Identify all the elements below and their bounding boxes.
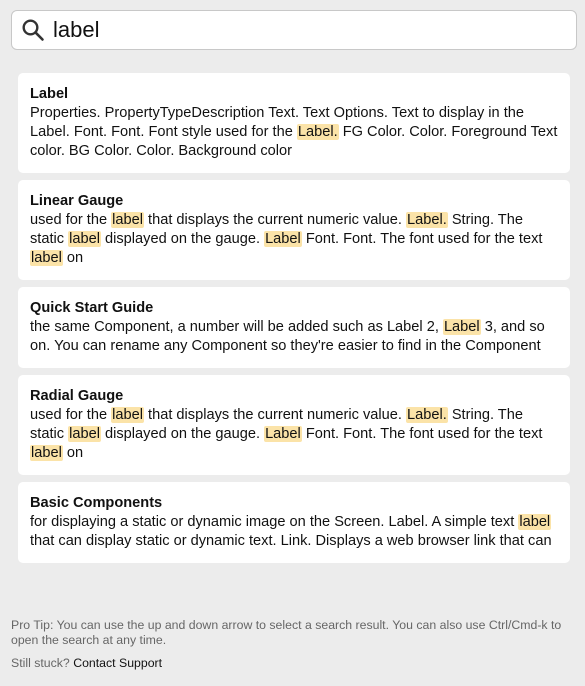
result-title: Basic Components bbox=[30, 495, 163, 511]
snippet-text: the same Component, a number will be added such as Label 2, bbox=[30, 319, 443, 335]
snippet-text: Properties. PropertyTypeDescription Text. Text Options. Text to display in the Label. Font. Font. Font style used for the bbox=[30, 105, 524, 140]
search-icon bbox=[21, 18, 45, 42]
highlighted-match: Label bbox=[265, 426, 301, 442]
snippet-text: displayed on the gauge. bbox=[100, 231, 265, 247]
snippet-text: FG Color. Color. Foreground Text color. BG Color. Color. Background color bbox=[30, 124, 558, 159]
highlighted-match: Label. bbox=[297, 124, 338, 140]
snippet-text: String. The static bbox=[30, 407, 523, 442]
still-stuck-line bbox=[11, 656, 577, 671]
search-result-item[interactable] bbox=[18, 73, 570, 173]
result-snippet bbox=[30, 104, 558, 161]
highlighted-match: Label bbox=[443, 319, 480, 335]
result-title: Linear Gauge bbox=[30, 193, 124, 209]
result-snippet bbox=[30, 318, 558, 356]
highlighted-match: label bbox=[112, 407, 143, 423]
highlighted-match: Label. bbox=[407, 407, 447, 423]
snippet-text: that can display static or dynamic text. Link. Displays a web browser link that can bbox=[30, 533, 552, 549]
snippet-text: 3, and so on. You can rename any Component so they're easier to find in the Component bbox=[30, 319, 545, 354]
snippet-text: displayed on the gauge. bbox=[100, 426, 265, 442]
search-result-item[interactable] bbox=[18, 287, 570, 368]
search-result-item[interactable] bbox=[18, 180, 570, 280]
highlighted-match: label bbox=[31, 445, 62, 461]
still-stuck-text: Still stuck? bbox=[11, 656, 70, 670]
snippet-text: that displays the current numeric value. bbox=[143, 407, 406, 423]
highlighted-match: label bbox=[69, 231, 100, 247]
result-title: Quick Start Guide bbox=[30, 300, 154, 316]
snippet-text: used for the bbox=[30, 212, 112, 228]
snippet-text: String. The static bbox=[30, 212, 523, 247]
snippet-text: on bbox=[62, 250, 84, 266]
snippet-text: Font. Font. The font used for the text bbox=[301, 426, 543, 442]
search-result-item[interactable] bbox=[18, 375, 570, 475]
pro-tip-text: Pro Tip: You can use the up and down arrow to select a search result. You can also use Ctrl/Cmd-k to open the search at any time. bbox=[11, 618, 562, 647]
footer bbox=[11, 618, 577, 671]
snippet-text: on bbox=[62, 445, 84, 461]
search-bar[interactable] bbox=[11, 10, 577, 50]
highlighted-match: label bbox=[69, 426, 100, 442]
result-snippet bbox=[30, 513, 558, 551]
result-title: Label bbox=[30, 86, 69, 102]
snippet-text: that displays the current numeric value. bbox=[143, 212, 406, 228]
search-input[interactable] bbox=[53, 13, 533, 47]
snippet-text: for displaying a static or dynamic image on the Screen. Label. A simple text bbox=[30, 514, 519, 530]
snippet-text: used for the bbox=[30, 407, 112, 423]
highlighted-match: label bbox=[112, 212, 143, 228]
result-snippet bbox=[30, 211, 558, 268]
result-snippet bbox=[30, 406, 558, 463]
highlighted-match: Label bbox=[265, 231, 301, 247]
search-results-list bbox=[18, 73, 570, 570]
highlighted-match: label bbox=[31, 250, 62, 266]
highlighted-match: label bbox=[519, 514, 551, 530]
result-title: Radial Gauge bbox=[30, 388, 124, 404]
search-result-item[interactable] bbox=[18, 482, 570, 563]
snippet-text: Font. Font. The font used for the text bbox=[301, 231, 543, 247]
contact-support-link[interactable]: Contact Support bbox=[73, 656, 163, 670]
highlighted-match: Label. bbox=[407, 212, 447, 228]
